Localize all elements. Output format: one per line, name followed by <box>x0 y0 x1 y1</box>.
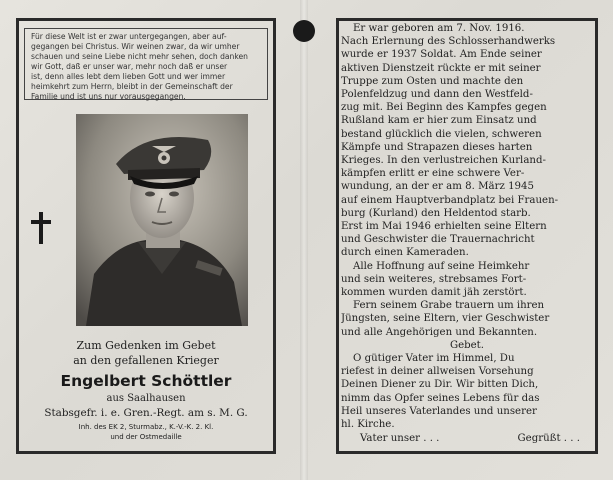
verse-line: heimkehrt zum Herrn, bleibt in der Gemeinschaft der <box>31 82 233 91</box>
bio-line: wurde er 1937 Soldat. Am Ende seiner <box>341 49 542 61</box>
verse-box <box>24 28 268 100</box>
closing-our-father: Vater unser . . . <box>360 433 440 444</box>
bio-line: burg (Kurland) den Heldentod starb. <box>341 207 531 219</box>
verse-line: wir Gott, daß er unser war, mehr noch daß er unser <box>31 62 228 71</box>
prayer-line: hl. Kirche. <box>341 419 395 431</box>
bio-line: Erst im Mai 1946 erhielten seine Eltern <box>341 221 547 233</box>
bio-line: Kämpfe und Strapazen dieses harten <box>341 141 533 153</box>
fold-crease <box>300 0 308 480</box>
prayer-title: Gebet. <box>449 339 485 351</box>
memorial-line-1: Zum Gedenken im Gebet <box>76 339 216 352</box>
biography-text <box>341 22 593 431</box>
bio-line: Fern seinem Grabe trauern um ihren <box>353 300 545 312</box>
bio-line: aktiven Dienstzeit rückte er mit seiner <box>341 62 541 74</box>
bio-line: Polenfeldzug und dann den Westfeld- <box>341 89 533 101</box>
deceased-name: Engelbert Schöttler <box>60 372 232 390</box>
prayer-line: Deinen Diener zu Dir. Wir bitten Dich, <box>341 379 539 391</box>
verse-line: schauen und seine Liebe nicht mehr sehen, doch danken <box>31 52 248 61</box>
bio-line: auf einem Hauptverbandplatz bei Frauen- <box>341 194 559 206</box>
prayer-line: riefest in deiner allweisen Vorsehung <box>341 366 534 378</box>
cross-icon <box>30 212 52 244</box>
prayer-line: O gütiger Vater im Himmel, Du <box>353 353 515 365</box>
awards-line-1: Inh. des EK 2, Sturmabz., K.-V.-K. 2. Kl. <box>78 423 214 431</box>
hometown: aus Saalhausen <box>106 393 186 404</box>
punch-hole <box>293 20 315 42</box>
bio-line: und alle Angehörigen und Bekannten. <box>341 326 538 338</box>
military-rank: Stabsgefr. i. e. Gren.-Regt. am s. M. G. <box>44 407 248 419</box>
bio-line: kommen wurden damit jäh zerstört. <box>341 287 527 299</box>
bio-line: und Geschwister die Trauernachricht <box>341 234 535 246</box>
bio-line: Krieges. In den verlustreichen Kurland- <box>341 155 546 167</box>
awards-line-2: und der Ostmedaille <box>110 433 182 441</box>
bio-line: Jüngsten, seine Eltern, vier Geschwister <box>341 313 550 325</box>
bio-line: kämpfen erlitt er eine schwere Ver- <box>341 168 525 180</box>
soldier-portrait-photo <box>76 114 248 326</box>
closing-hail-mary: Gegrüßt . . . <box>517 433 580 444</box>
prayer-line: nimm das Opfer seines Lebens für das <box>341 392 540 404</box>
verse-line: ist, denn alles lebt dem lieben Gott und wer immer <box>31 72 226 81</box>
bio-line: zug mit. Bei Beginn des Kampfes gegen <box>341 102 547 114</box>
bio-line: Er war geboren am 7. Nov. 1916. <box>353 23 525 34</box>
bio-line: durch einen Kameraden. <box>341 247 469 259</box>
bio-line: Truppe zum Osten und machte den <box>341 75 524 87</box>
verse-line: gegangen bei Christus. Wir weinen zwar, da wir umher <box>31 42 240 51</box>
bio-line: und sein weiteres, strebsames Fort- <box>341 273 527 285</box>
prayer-line: Heil unseres Vaterlandes und unserer <box>341 405 537 417</box>
bio-line: Alle Hoffnung auf seine Heimkehr <box>353 260 530 272</box>
verse-line: Familie und ist uns nur vorausgegangen. <box>31 92 186 101</box>
bio-line: wundung, an der er am 8. März 1945 <box>341 181 534 193</box>
bio-line: Rußland kam er hier zum Einsatz und <box>341 115 537 127</box>
memorial-line-2: an den gefallenen Krieger <box>73 354 219 367</box>
verse-line: Für diese Welt ist er zwar untergegangen, aber auf- <box>31 32 227 41</box>
bio-line: Nach Erlernung des Schlosserhandwerks <box>341 36 556 48</box>
bio-line: bestand glücklich die vielen, schweren <box>341 128 542 140</box>
closing-prayers <box>360 432 580 445</box>
portrait-illustration <box>76 114 248 326</box>
